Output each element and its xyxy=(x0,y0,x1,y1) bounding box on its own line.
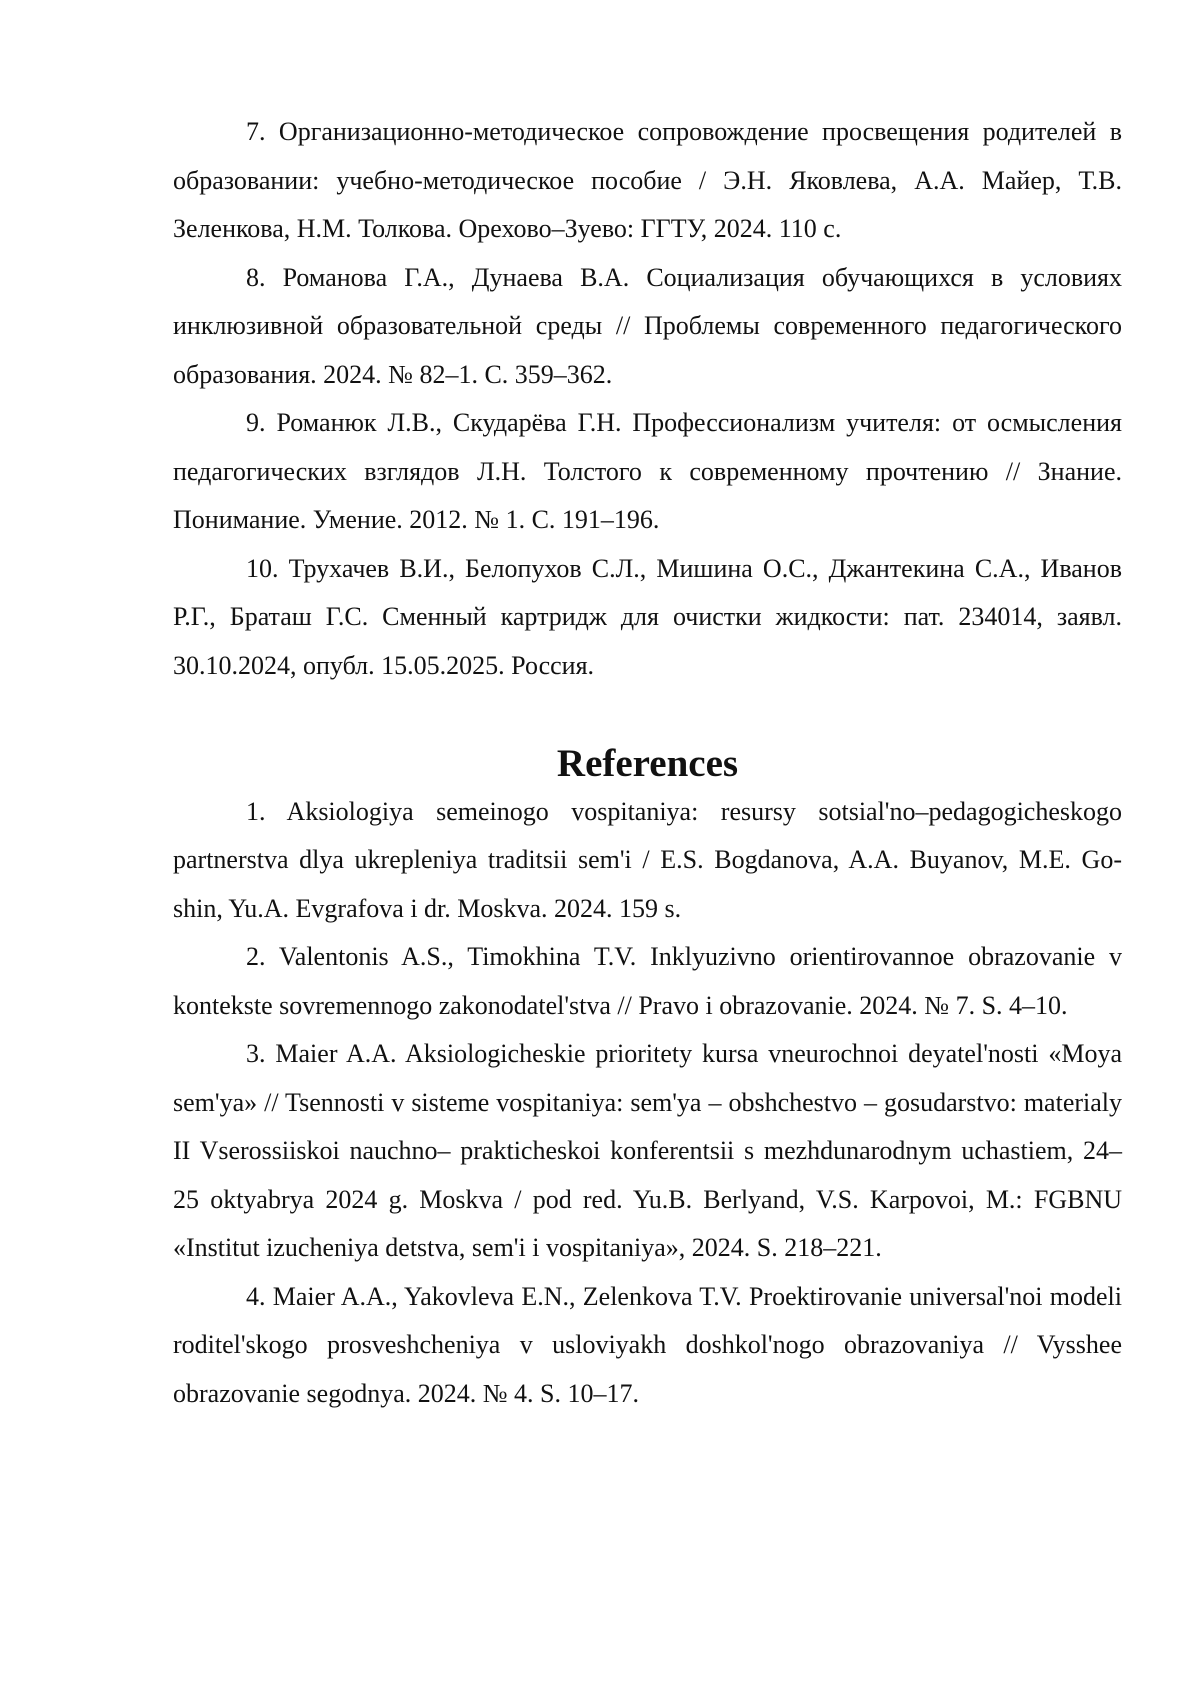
reference-item-9: 9. Романюк Л.В., Скударёва Г.Н. Профессионализм учителя: от осмысления педагогических взглядов Л.Н. Толстого к современному прочтению // Знание. Понимание. Умение. 2012. № 1. С. 191–196. xyxy=(173,408,1122,534)
document-page xyxy=(173,108,1122,1418)
reference-item-7: 7. Организационно-методическое сопровождение просвещения родителей в образовании: учебно-методическое пособие / Э.Н. Яковлева, А.А. Майер, Т.В. Зеленкова, Н.М. Толкова. Орехово–Зуево: ГГТУ, 2024. 110 с. xyxy=(173,117,1122,243)
reference-item-10: 10. Трухачев В.И., Белопухов С.Л., Мишина О.С., Джантекина С.А., Иванов Р.Г., Браташ Г.С. Сменный картридж для очистки жидкости: пат. 234014, заявл. 30.10.2024, опубл. 15.05.2025. Россия. xyxy=(173,553,1122,680)
russian-reference-list xyxy=(173,108,1122,690)
references-item-2: 2. Valentonis A.S., Timokhina T.V. Inklyuzivno orientirovannoe obrazovanie v kontekste sovremennogo zakonodatel'stva // Pravo i obrazovanie. 2024. № 7. S. 4–10. xyxy=(173,942,1122,1020)
reference-item-8: 8. Романова Г.А., Дунаева В.А. Социализация обучающихся в условиях инклюзивной образовательной среды // Проблемы современного педагогического образования. 2024. № 82–1. С. 359–362. xyxy=(173,262,1122,389)
references-item-4: 4. Maier A.A., Yakovleva E.N., Zelenkova T.V. Proektirovanie universal'noi modeli roditel'skogo prosveshcheniya v usloviyakh doshkol'nogo obrazovaniya // Vysshee obrazovanie segodnya. 2024. № 4. S. 10–17. xyxy=(173,1281,1122,1408)
references-item-3: 3. Maier A.A. Aksiologicheskie prioritety kursa vneurochnoi deyatel'nosti «Moya sem'ya» // Tsennosti v sisteme vospitaniya: sem'ya – obshchestvo – gosudarstvo: materialy II Vserossiiskoi nauchno– prakticheskoi konferentsii s mezhdunarodnym uchastiem, 24–25 oktyabrya 2024 g. Moskva / pod red. Yu.B. Berlyand, V.S. Karpovoi, M.: FGBNU «Institut izucheniya detstva, sem'i i vospitaniya», 2024. S. 218–221. xyxy=(173,1039,1122,1262)
english-reference-list xyxy=(173,788,1122,1419)
references-item-1: 1. Aksiologiya semeinogo vospitaniya: resursy sotsial'no–pedagogicheskogo partnerstva dlya ukrepleniya traditsii sem'i / E.S. Bogdanova, A.A. Buyanov, M.E. Go-shin, Yu.A. Evgrafova i dr. Moskva. 2024. 159 s. xyxy=(173,796,1122,923)
references-heading: References xyxy=(556,742,739,785)
